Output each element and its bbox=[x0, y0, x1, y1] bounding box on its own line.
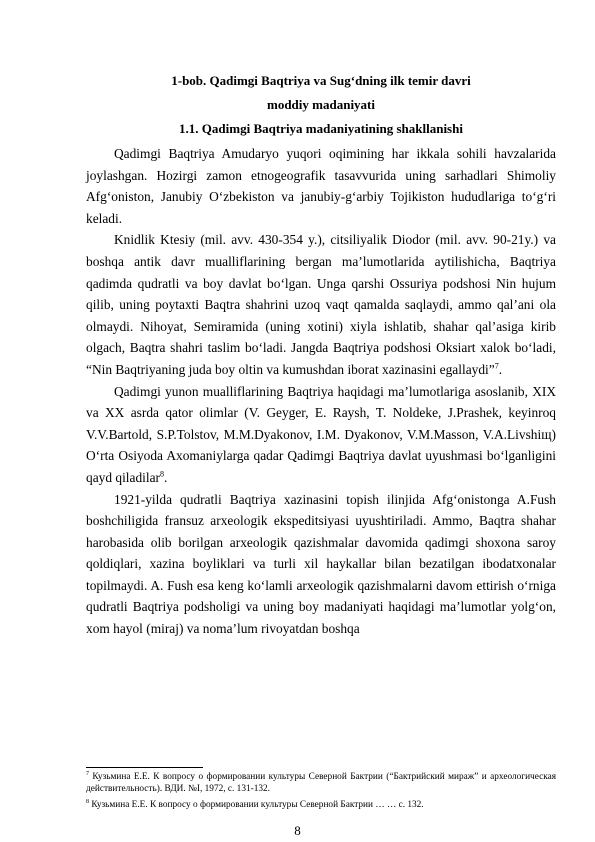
paragraph-text: Knidlik Ktesiy (mil. avv. 430-354 y.), citsiliyalik Diodor (mil. avv. 90-21y.) va boshqa antik davr mualliflarining bergan ma’lumotlarida aytilishicha, Baqtriya qadimda qudratli va boy davlat bo‘lgan. Unga qarshi Ossuriya podshosi Nin hujum qilib, uning poytaxti Baqtra shahrini uzoq vaqt qamalda saqlaydi, ammo qal’ani ola olmaydi. Nihoyat, Semiramida (uning xotini) xiyla ishlatib, shahar qal’asiga kirib olgach, Baqtra shahri taslim bo‘ladi. Jangda Baqtriya podshosi Oksiart xalok bo‘ladi, “Nin Baqtriyaning juda boy oltin va kumushdan iborat xazinasini egallaydi” bbox=[86, 232, 556, 377]
footnote-number: 8 bbox=[86, 798, 89, 805]
section-title: 1.1. Qadimgi Baqtriya madaniyatining shakllanishi bbox=[179, 121, 463, 136]
page-number: 8 bbox=[294, 823, 301, 838]
body-text bbox=[86, 143, 556, 640]
paragraph: Qadimgi Baqtriya Amudaryo yuqori oqimining har ikkala sohili havzalarida joylashgan. Hozirgi zamon etnogeografik tasavvurida uning sarhadlari Shimoliy Afg‘oniston, Janubiy O‘zbekiston va janubiy-g‘arbiy Tojikiston hududlariga to‘g‘ri keladi. bbox=[86, 146, 556, 226]
chapter-subtitle: moddiy madaniyati bbox=[267, 97, 375, 112]
footnote-text: Кузьмина Е.Е. К вопросу о формировании культуры Северной Бактрии (“Бактрийский мираж” и археологическая действительность). ВДИ. №I, 1972, с. 131-132. bbox=[86, 772, 556, 794]
chapter-title: 1-bob. Qadimgi Baqtriya va Sug‘dning ilk temir davri bbox=[171, 73, 471, 88]
paragraph: 1921-yilda qudratli Baqtriya xazinasini topish ilinjida Afg‘onistonga A.Fush boshchiligida fransuz arxeologik ekspeditsiyasi uyushtiriladi. Ammo, Baqtra shahar harobasida olib borilgan arxeologik qazishmalar davomida qadimgi shoxona saroy qoldiqlari, xazina boyliklari va turli xil haykallar bilan bezatilgan ibodatxonalar topilmaydi. A. Fush esa keng ko‘lamli arxeologik qazishmalarni davom ettirish o‘rniga qudratli Baqtriya podsholigi va uning boy madaniyati haqidagi ma’lumotlar yolg‘on, xom hayol (miraj) va noma’lum rivoyatdan boshqa bbox=[86, 491, 556, 637]
paragraph bbox=[86, 229, 556, 380]
footnote-divider bbox=[86, 767, 203, 768]
footnote-number: 7 bbox=[86, 770, 89, 777]
paragraph-end: . bbox=[498, 361, 503, 377]
paragraph bbox=[86, 381, 556, 489]
footnote bbox=[86, 799, 556, 811]
footnote-text: Кузьмина Е.Е. К вопросу о формировании культуры Северной Бактрии … … с. 132. bbox=[91, 800, 424, 810]
paragraph-end: . bbox=[164, 469, 168, 485]
footnote bbox=[86, 771, 556, 795]
footnote-ref[interactable]: 8 bbox=[160, 469, 164, 479]
footnote-ref[interactable]: 7 bbox=[494, 361, 499, 371]
paragraph-text: Qadimgi yunon mualliflarining Baqtriya haqidagi ma’lumotlariga asoslanib, XIX va XX asrda qator olimlar (V. Geyger, E. Raysh, T. Noldeke, J.Prashek, keyinroq V.V.Bartold, S.P.Tolstov, M.M.Dyakonov, I.M. Dyakonov, V.M.Masson, V.A.Livshiщ) O‘rta Osiyoda Axomaniylarga qadar Qadimgi Baqtriya davlat uyushmasi bo‘lganligini qayd qiladilar bbox=[86, 383, 556, 485]
